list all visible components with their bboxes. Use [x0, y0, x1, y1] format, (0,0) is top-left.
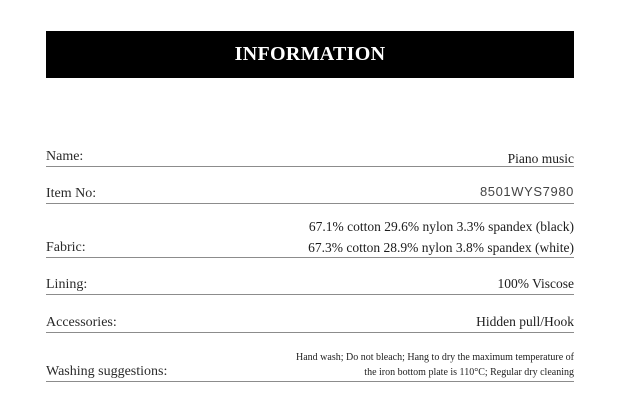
row-value [308, 216, 574, 258]
row-value [480, 183, 574, 201]
page-title: INFORMATION [234, 43, 386, 65]
row-value-line: 8501WYS7980 [479, 184, 574, 199]
row-value [508, 150, 574, 168]
row-value-line: Hidden pull/Hook [476, 314, 574, 329]
info-row-name [46, 148, 574, 167]
row-value-line: Hand wash; Do not bleach; Hang to dry the maximum temperature of [296, 352, 574, 363]
row-label: Accessories: [46, 315, 117, 330]
row-label: Lining: [46, 277, 88, 292]
info-row-fabric [46, 215, 574, 258]
info-row-item-no [46, 184, 574, 204]
header-bar [46, 31, 574, 78]
row-value-line: the iron bottom plate is 110°C; Regular dry cleaning [364, 367, 574, 378]
row-value [296, 350, 574, 380]
row-value [476, 313, 574, 331]
row-value-line: 100% Viscose [497, 276, 574, 291]
info-row-lining [46, 274, 574, 295]
row-value-line: 67.3% cotton 28.9% nylon 3.8% spandex (white) [308, 240, 574, 255]
row-value-line: Piano music [507, 151, 574, 166]
info-row-accessories [46, 312, 574, 333]
row-label: Washing suggestions: [46, 364, 168, 379]
info-row-washing [46, 348, 574, 382]
row-label: Item No: [46, 186, 97, 201]
row-label: Fabric: [46, 240, 86, 255]
row-value-line: 67.1% cotton 29.6% nylon 3.3% spandex (black) [308, 219, 574, 234]
row-value [497, 275, 574, 293]
row-label: Name: [46, 149, 84, 164]
